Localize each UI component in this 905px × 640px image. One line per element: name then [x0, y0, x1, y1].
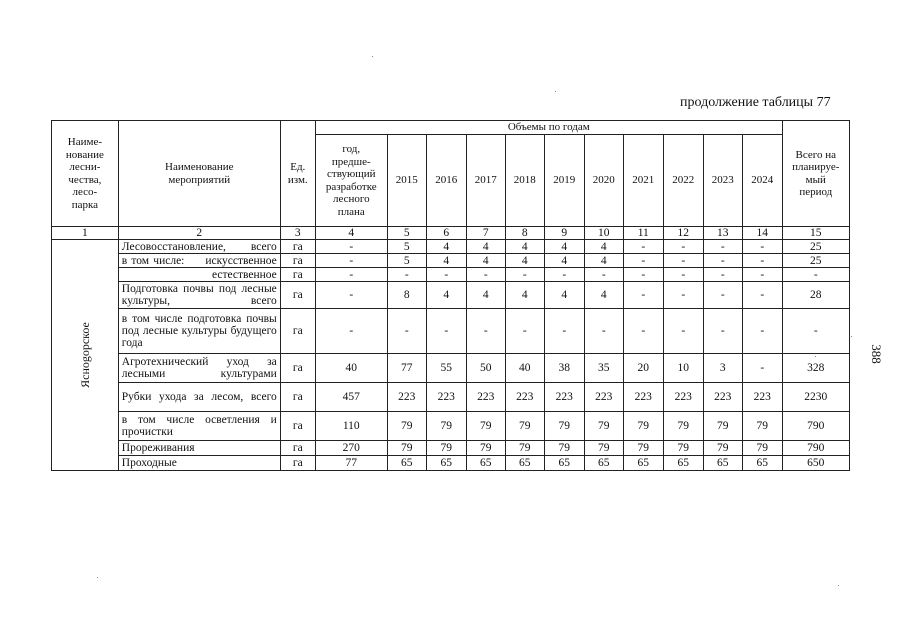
header-year: 2023: [703, 135, 742, 227]
year-value-cell: -: [466, 309, 505, 354]
year-value-cell: -: [703, 240, 742, 254]
column-number: 5: [387, 227, 426, 240]
header-year: 2018: [505, 135, 544, 227]
year-value-cell: 5: [387, 240, 426, 254]
year-value-cell: -: [663, 240, 703, 254]
scan-speck: [97, 577, 98, 578]
header-forestry: Наиме- нование лесни- чества, лесо- парка: [52, 121, 119, 227]
year-value-cell: -: [742, 254, 782, 268]
total-cell: 25: [782, 254, 849, 268]
year-value-cell: -: [584, 268, 623, 282]
scan-speck: [372, 56, 373, 57]
column-number: 3: [280, 227, 315, 240]
year-value-cell: 4: [466, 254, 505, 268]
year-value-cell: -: [623, 282, 663, 309]
total-cell: -: [782, 268, 849, 282]
year-value-cell: 79: [663, 412, 703, 441]
year-value-cell: -: [742, 354, 782, 383]
year-value-cell: 10: [663, 354, 703, 383]
year-value-cell: 79: [703, 412, 742, 441]
forestry-name-cell: [52, 240, 119, 471]
column-number: 12: [663, 227, 703, 240]
year-value-cell: 65: [387, 456, 426, 471]
year-value-cell: 55: [426, 354, 466, 383]
year-value-cell: 79: [466, 441, 505, 456]
year-value-cell: 20: [623, 354, 663, 383]
column-number: 13: [703, 227, 742, 240]
header-year: 2021: [623, 135, 663, 227]
year-value-cell: 79: [584, 441, 623, 456]
year-value-cell: 5: [387, 254, 426, 268]
year-value-cell: 79: [544, 441, 584, 456]
column-number: 2: [118, 227, 280, 240]
year-value-cell: 223: [505, 383, 544, 412]
header-year: 2016: [426, 135, 466, 227]
year-value-cell: 65: [584, 456, 623, 471]
header-volumes: Объемы по годам: [315, 121, 782, 135]
activity-name: Подготовка почвы под лесные культуры, всего: [118, 282, 280, 309]
year-value-cell: 4: [544, 282, 584, 309]
table-row: [52, 383, 850, 412]
total-cell: -: [782, 309, 849, 354]
activity-name: Проходные: [118, 456, 280, 471]
year-value-cell: 223: [623, 383, 663, 412]
year-value-cell: -: [623, 240, 663, 254]
year-value-cell: 4: [466, 282, 505, 309]
year-value-cell: -: [505, 309, 544, 354]
year-value-cell: 79: [426, 441, 466, 456]
year-value-cell: 223: [426, 383, 466, 412]
year-value-cell: 4: [584, 240, 623, 254]
year-value-cell: 4: [426, 240, 466, 254]
year-value-cell: 38: [544, 354, 584, 383]
year-value-cell: 50: [466, 354, 505, 383]
activity-name: Лесовосстановление, всего: [118, 240, 280, 254]
year-value-cell: 35: [584, 354, 623, 383]
year-value-cell: 79: [387, 412, 426, 441]
year-value-cell: 4: [544, 240, 584, 254]
column-number: 10: [584, 227, 623, 240]
table-body: [52, 240, 850, 471]
column-number: 7: [466, 227, 505, 240]
header-year: 2022: [663, 135, 703, 227]
header-activity: Наименование мероприятий: [118, 121, 280, 227]
total-cell: 328: [782, 354, 849, 383]
total-cell: 28: [782, 282, 849, 309]
year-value-cell: 3: [703, 354, 742, 383]
scan-speck: [838, 585, 839, 586]
year-value-cell: -: [742, 268, 782, 282]
prev-year-cell: -: [315, 254, 387, 268]
header-year: 2024: [742, 135, 782, 227]
year-value-cell: 65: [544, 456, 584, 471]
year-value-cell: 4: [505, 240, 544, 254]
table-row: [52, 441, 850, 456]
year-value-cell: 65: [663, 456, 703, 471]
year-value-cell: -: [426, 309, 466, 354]
unit-cell: га: [280, 240, 315, 254]
year-value-cell: -: [742, 282, 782, 309]
year-value-cell: -: [387, 268, 426, 282]
year-value-cell: -: [387, 309, 426, 354]
unit-cell: га: [280, 354, 315, 383]
year-value-cell: 79: [505, 441, 544, 456]
column-number: 4: [315, 227, 387, 240]
table-row: [52, 254, 850, 268]
year-value-cell: 223: [387, 383, 426, 412]
column-number: 1: [52, 227, 119, 240]
activity-name: естественное: [118, 268, 280, 282]
year-value-cell: -: [544, 309, 584, 354]
activity-name: в том числе: искусственное: [118, 254, 280, 268]
year-value-cell: 65: [623, 456, 663, 471]
prev-year-cell: -: [315, 309, 387, 354]
year-value-cell: 65: [505, 456, 544, 471]
year-value-cell: -: [544, 268, 584, 282]
year-value-cell: 77: [387, 354, 426, 383]
year-value-cell: 79: [742, 412, 782, 441]
year-value-cell: -: [703, 309, 742, 354]
scan-speck: [555, 91, 556, 92]
column-number: 8: [505, 227, 544, 240]
total-cell: 2230: [782, 383, 849, 412]
year-value-cell: 4: [426, 282, 466, 309]
table-row: [52, 268, 850, 282]
year-value-cell: 65: [426, 456, 466, 471]
scan-speck: [851, 336, 852, 337]
unit-cell: га: [280, 456, 315, 471]
prev-year-cell: 270: [315, 441, 387, 456]
activity-name: в том числе осветления и прочистки: [118, 412, 280, 441]
total-cell: 650: [782, 456, 849, 471]
header-unit: Ед. изм.: [280, 121, 315, 227]
column-number: 11: [623, 227, 663, 240]
page-number: 388: [868, 344, 884, 364]
prev-year-cell: 77: [315, 456, 387, 471]
column-number-row: [52, 227, 850, 240]
year-value-cell: 223: [742, 383, 782, 412]
year-value-cell: 4: [584, 282, 623, 309]
unit-cell: га: [280, 282, 315, 309]
table-row: [52, 354, 850, 383]
year-value-cell: 79: [584, 412, 623, 441]
year-value-cell: -: [466, 268, 505, 282]
year-value-cell: 79: [623, 441, 663, 456]
unit-cell: га: [280, 309, 315, 354]
header-prev-year: год, предше- ствующий разработке лесного плана: [315, 135, 387, 227]
table-caption: продолжение таблицы 77: [680, 95, 831, 110]
year-value-cell: -: [742, 240, 782, 254]
year-value-cell: -: [623, 309, 663, 354]
table-row: [52, 282, 850, 309]
year-value-cell: 4: [505, 254, 544, 268]
table-row: [52, 412, 850, 441]
total-cell: 790: [782, 412, 849, 441]
year-value-cell: -: [584, 309, 623, 354]
year-value-cell: -: [663, 309, 703, 354]
table-row: [52, 309, 850, 354]
year-value-cell: 4: [466, 240, 505, 254]
year-value-cell: -: [623, 268, 663, 282]
year-value-cell: 40: [505, 354, 544, 383]
year-value-cell: -: [742, 309, 782, 354]
year-value-cell: 79: [505, 412, 544, 441]
year-value-cell: 65: [466, 456, 505, 471]
year-value-cell: -: [663, 254, 703, 268]
year-value-cell: 223: [663, 383, 703, 412]
prev-year-cell: 40: [315, 354, 387, 383]
unit-cell: га: [280, 441, 315, 456]
unit-cell: га: [280, 412, 315, 441]
year-value-cell: 65: [742, 456, 782, 471]
year-value-cell: -: [703, 254, 742, 268]
year-value-cell: -: [663, 268, 703, 282]
column-number: 15: [782, 227, 849, 240]
forestry-name: Яснogoрское: [77, 321, 92, 388]
column-number: 9: [544, 227, 584, 240]
prev-year-cell: -: [315, 240, 387, 254]
year-value-cell: 8: [387, 282, 426, 309]
prev-year-cell: 457: [315, 383, 387, 412]
prev-year-cell: 110: [315, 412, 387, 441]
total-cell: 25: [782, 240, 849, 254]
year-value-cell: 79: [703, 441, 742, 456]
table-row: [52, 240, 850, 254]
table-row: [52, 456, 850, 471]
forest-plan-table: [51, 120, 850, 471]
scan-speck: [815, 356, 816, 357]
header-year: 2015: [387, 135, 426, 227]
activity-name: в том числе подготовка почвы под лесные культуры будущего года: [118, 309, 280, 354]
year-value-cell: -: [663, 282, 703, 309]
year-value-cell: 4: [544, 254, 584, 268]
year-value-cell: 223: [466, 383, 505, 412]
header-year: 2017: [466, 135, 505, 227]
year-value-cell: -: [703, 268, 742, 282]
year-value-cell: -: [703, 282, 742, 309]
year-value-cell: 223: [584, 383, 623, 412]
year-value-cell: -: [623, 254, 663, 268]
year-value-cell: 79: [623, 412, 663, 441]
year-value-cell: 79: [742, 441, 782, 456]
year-value-cell: 223: [544, 383, 584, 412]
total-cell: 790: [782, 441, 849, 456]
column-number: 14: [742, 227, 782, 240]
header-year: 2020: [584, 135, 623, 227]
unit-cell: га: [280, 268, 315, 282]
year-value-cell: 223: [703, 383, 742, 412]
year-value-cell: 4: [426, 254, 466, 268]
header-total: Всего на планируе- мый период: [782, 121, 849, 227]
year-value-cell: -: [505, 268, 544, 282]
unit-cell: га: [280, 383, 315, 412]
column-number: 6: [426, 227, 466, 240]
unit-cell: га: [280, 254, 315, 268]
year-value-cell: 79: [466, 412, 505, 441]
activity-name: Прореживания: [118, 441, 280, 456]
prev-year-cell: -: [315, 282, 387, 309]
header-year: 2019: [544, 135, 584, 227]
year-value-cell: 4: [584, 254, 623, 268]
year-value-cell: 65: [703, 456, 742, 471]
year-value-cell: -: [426, 268, 466, 282]
prev-year-cell: -: [315, 268, 387, 282]
year-value-cell: 79: [387, 441, 426, 456]
activity-name: Рубки ухода за лесом, всего: [118, 383, 280, 412]
year-value-cell: 79: [426, 412, 466, 441]
year-value-cell: 79: [544, 412, 584, 441]
activity-name: Агротехнический уход за лесными культурами: [118, 354, 280, 383]
year-value-cell: 79: [663, 441, 703, 456]
year-value-cell: 4: [505, 282, 544, 309]
